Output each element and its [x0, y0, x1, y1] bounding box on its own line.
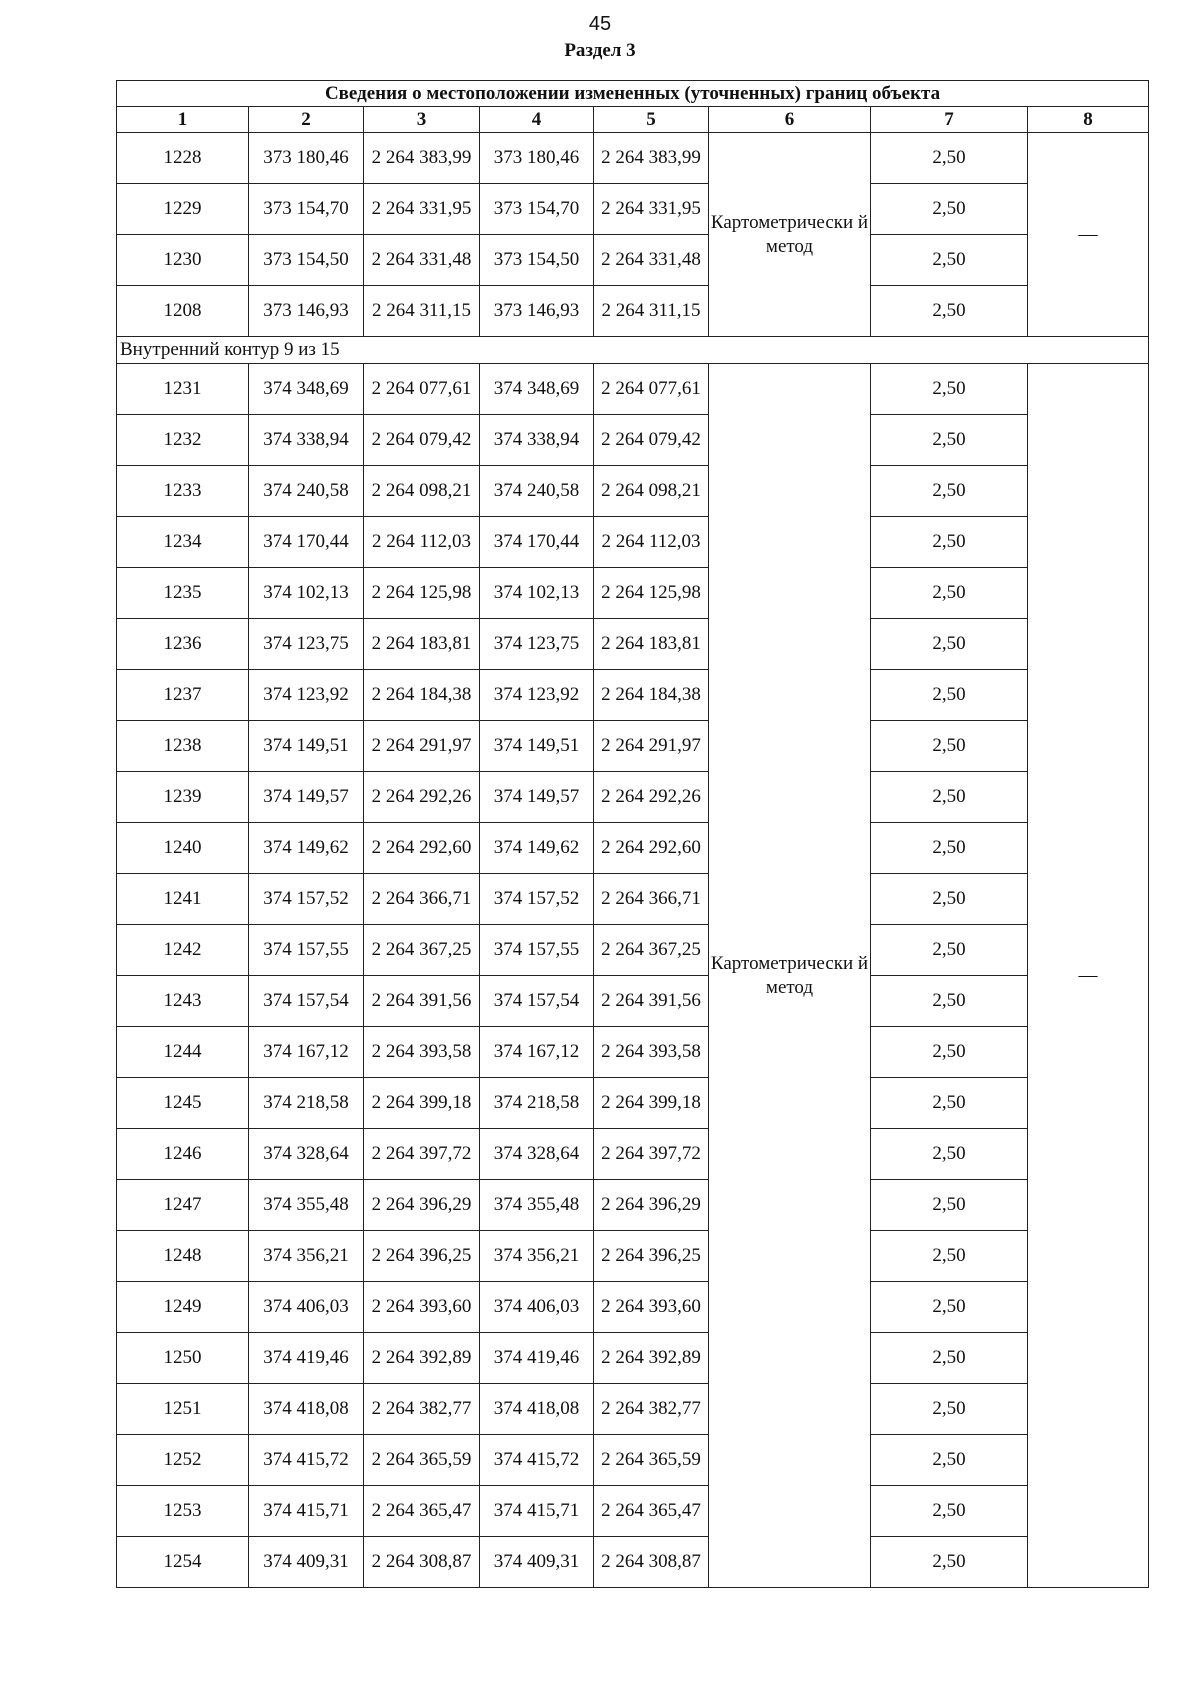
new-y: 2 264 399,18	[594, 1078, 709, 1129]
new-x: 374 328,64	[480, 1129, 594, 1180]
new-y: 2 264 392,89	[594, 1333, 709, 1384]
contour-label-row	[117, 337, 1149, 364]
point-number: 1239	[117, 772, 249, 823]
existing-x: 374 415,71	[249, 1486, 364, 1537]
table-row	[117, 1486, 1149, 1537]
accuracy-value: 2,50	[871, 1078, 1028, 1129]
new-x: 374 355,48	[480, 1180, 594, 1231]
new-x: 374 157,55	[480, 925, 594, 976]
existing-x: 374 348,69	[249, 364, 364, 415]
table-row	[117, 1027, 1149, 1078]
existing-y: 2 264 396,29	[364, 1180, 480, 1231]
existing-y: 2 264 383,99	[364, 133, 480, 184]
new-y: 2 264 292,26	[594, 772, 709, 823]
new-y: 2 264 291,97	[594, 721, 709, 772]
column-number: 7	[871, 107, 1028, 133]
point-number: 1251	[117, 1384, 249, 1435]
accuracy-value: 2,50	[871, 1180, 1028, 1231]
new-y: 2 264 397,72	[594, 1129, 709, 1180]
point-number: 1244	[117, 1027, 249, 1078]
existing-y: 2 264 184,38	[364, 670, 480, 721]
table-row	[117, 1231, 1149, 1282]
table-row	[117, 415, 1149, 466]
accuracy-value: 2,50	[871, 1333, 1028, 1384]
new-x: 374 415,71	[480, 1486, 594, 1537]
existing-y: 2 264 291,97	[364, 721, 480, 772]
existing-y: 2 264 365,47	[364, 1486, 480, 1537]
point-number: 1231	[117, 364, 249, 415]
new-y: 2 264 308,87	[594, 1537, 709, 1588]
point-number: 1240	[117, 823, 249, 874]
column-number: 4	[480, 107, 594, 133]
point-number: 1247	[117, 1180, 249, 1231]
new-x: 374 419,46	[480, 1333, 594, 1384]
column-8-value: —	[1028, 364, 1149, 1588]
point-number: 1208	[117, 286, 249, 337]
new-y: 2 264 292,60	[594, 823, 709, 874]
existing-y: 2 264 399,18	[364, 1078, 480, 1129]
accuracy-value: 2,50	[871, 1486, 1028, 1537]
table-row	[117, 670, 1149, 721]
table-row	[117, 1435, 1149, 1486]
existing-y: 2 264 382,77	[364, 1384, 480, 1435]
accuracy-value: 2,50	[871, 517, 1028, 568]
table-row	[117, 1282, 1149, 1333]
existing-x: 374 415,72	[249, 1435, 364, 1486]
contour-label: Внутренний контур 9 из 15	[117, 337, 1149, 364]
existing-y: 2 264 077,61	[364, 364, 480, 415]
table-row	[117, 1180, 1149, 1231]
table-row	[117, 1078, 1149, 1129]
point-number: 1253	[117, 1486, 249, 1537]
existing-x: 374 418,08	[249, 1384, 364, 1435]
point-number: 1233	[117, 466, 249, 517]
table-row	[117, 823, 1149, 874]
new-x: 373 146,93	[480, 286, 594, 337]
new-x: 374 240,58	[480, 466, 594, 517]
accuracy-value: 2,50	[871, 1282, 1028, 1333]
existing-x: 374 149,51	[249, 721, 364, 772]
new-x: 374 409,31	[480, 1537, 594, 1588]
new-x: 374 157,52	[480, 874, 594, 925]
existing-y: 2 264 366,71	[364, 874, 480, 925]
new-x: 374 356,21	[480, 1231, 594, 1282]
new-y: 2 264 183,81	[594, 619, 709, 670]
existing-y: 2 264 112,03	[364, 517, 480, 568]
table-row	[117, 364, 1149, 415]
existing-y: 2 264 391,56	[364, 976, 480, 1027]
point-number: 1250	[117, 1333, 249, 1384]
point-number: 1245	[117, 1078, 249, 1129]
existing-y: 2 264 397,72	[364, 1129, 480, 1180]
existing-x: 374 123,92	[249, 670, 364, 721]
new-x: 373 180,46	[480, 133, 594, 184]
new-x: 374 149,57	[480, 772, 594, 823]
table-row	[117, 925, 1149, 976]
table-row	[117, 1384, 1149, 1435]
new-y: 2 264 184,38	[594, 670, 709, 721]
existing-x: 374 157,55	[249, 925, 364, 976]
new-y: 2 264 331,48	[594, 235, 709, 286]
section-title: Раздел 3	[564, 40, 636, 61]
existing-x: 374 102,13	[249, 568, 364, 619]
existing-x: 374 167,12	[249, 1027, 364, 1078]
new-y: 2 264 331,95	[594, 184, 709, 235]
accuracy-value: 2,50	[871, 976, 1028, 1027]
new-x: 374 170,44	[480, 517, 594, 568]
new-y: 2 264 393,58	[594, 1027, 709, 1078]
new-y: 2 264 365,59	[594, 1435, 709, 1486]
table-row	[117, 517, 1149, 568]
point-number: 1252	[117, 1435, 249, 1486]
accuracy-value: 2,50	[871, 184, 1028, 235]
table-row	[117, 568, 1149, 619]
accuracy-value: 2,50	[871, 1129, 1028, 1180]
accuracy-value: 2,50	[871, 670, 1028, 721]
table-row	[117, 721, 1149, 772]
existing-x: 373 146,93	[249, 286, 364, 337]
accuracy-value: 2,50	[871, 772, 1028, 823]
accuracy-value: 2,50	[871, 1435, 1028, 1486]
existing-x: 374 355,48	[249, 1180, 364, 1231]
column-8-value: —	[1028, 133, 1149, 337]
existing-y: 2 264 183,81	[364, 619, 480, 670]
existing-y: 2 264 393,60	[364, 1282, 480, 1333]
new-x: 374 406,03	[480, 1282, 594, 1333]
new-x: 374 218,58	[480, 1078, 594, 1129]
new-x: 373 154,70	[480, 184, 594, 235]
accuracy-value: 2,50	[871, 823, 1028, 874]
new-x: 374 348,69	[480, 364, 594, 415]
point-number: 1249	[117, 1282, 249, 1333]
new-y: 2 264 077,61	[594, 364, 709, 415]
point-number: 1237	[117, 670, 249, 721]
table-body	[117, 81, 1149, 1588]
accuracy-value: 2,50	[871, 721, 1028, 772]
new-y: 2 264 383,99	[594, 133, 709, 184]
new-x: 374 102,13	[480, 568, 594, 619]
existing-y: 2 264 098,21	[364, 466, 480, 517]
new-x: 373 154,50	[480, 235, 594, 286]
accuracy-value: 2,50	[871, 568, 1028, 619]
existing-x: 374 149,57	[249, 772, 364, 823]
accuracy-value: 2,50	[871, 1537, 1028, 1588]
new-y: 2 264 396,25	[594, 1231, 709, 1282]
existing-y: 2 264 308,87	[364, 1537, 480, 1588]
existing-y: 2 264 392,89	[364, 1333, 480, 1384]
existing-y: 2 264 393,58	[364, 1027, 480, 1078]
existing-x: 374 356,21	[249, 1231, 364, 1282]
page-number: 45	[588, 13, 612, 35]
table-row	[117, 184, 1149, 235]
point-number: 1238	[117, 721, 249, 772]
existing-y: 2 264 292,60	[364, 823, 480, 874]
existing-y: 2 264 292,26	[364, 772, 480, 823]
table-row	[117, 772, 1149, 823]
existing-x: 374 218,58	[249, 1078, 364, 1129]
table-row	[117, 466, 1149, 517]
new-y: 2 264 382,77	[594, 1384, 709, 1435]
existing-y: 2 264 125,98	[364, 568, 480, 619]
table-row	[117, 235, 1149, 286]
column-number: 6	[709, 107, 871, 133]
point-number: 1248	[117, 1231, 249, 1282]
accuracy-value: 2,50	[871, 466, 1028, 517]
column-number: 8	[1028, 107, 1149, 133]
existing-y: 2 264 365,59	[364, 1435, 480, 1486]
new-x: 374 157,54	[480, 976, 594, 1027]
new-y: 2 264 396,29	[594, 1180, 709, 1231]
table-row	[117, 874, 1149, 925]
new-y: 2 264 311,15	[594, 286, 709, 337]
new-x: 374 149,62	[480, 823, 594, 874]
existing-x: 373 154,50	[249, 235, 364, 286]
point-number: 1243	[117, 976, 249, 1027]
existing-x: 374 240,58	[249, 466, 364, 517]
new-y: 2 264 391,56	[594, 976, 709, 1027]
table-caption: Сведения о местоположении измененных (уточненных) границ объекта	[117, 81, 1149, 107]
accuracy-value: 2,50	[871, 925, 1028, 976]
point-number: 1229	[117, 184, 249, 235]
table-row	[117, 619, 1149, 670]
existing-x: 374 170,44	[249, 517, 364, 568]
existing-x: 374 123,75	[249, 619, 364, 670]
existing-x: 373 154,70	[249, 184, 364, 235]
existing-y: 2 264 367,25	[364, 925, 480, 976]
table-row	[117, 286, 1149, 337]
new-y: 2 264 365,47	[594, 1486, 709, 1537]
existing-y: 2 264 079,42	[364, 415, 480, 466]
new-x: 374 338,94	[480, 415, 594, 466]
new-y: 2 264 125,98	[594, 568, 709, 619]
new-y: 2 264 079,42	[594, 415, 709, 466]
existing-x: 373 180,46	[249, 133, 364, 184]
point-number: 1234	[117, 517, 249, 568]
existing-y: 2 264 396,25	[364, 1231, 480, 1282]
existing-x: 374 409,31	[249, 1537, 364, 1588]
accuracy-value: 2,50	[871, 133, 1028, 184]
table-row	[117, 1333, 1149, 1384]
new-x: 374 123,92	[480, 670, 594, 721]
new-x: 374 149,51	[480, 721, 594, 772]
column-number: 3	[364, 107, 480, 133]
existing-x: 374 338,94	[249, 415, 364, 466]
point-number: 1236	[117, 619, 249, 670]
new-x: 374 167,12	[480, 1027, 594, 1078]
point-number: 1254	[117, 1537, 249, 1588]
table-row	[117, 133, 1149, 184]
measurement-method: Картометрически й метод	[709, 133, 871, 337]
point-number: 1242	[117, 925, 249, 976]
existing-x: 374 328,64	[249, 1129, 364, 1180]
accuracy-value: 2,50	[871, 1027, 1028, 1078]
new-y: 2 264 098,21	[594, 466, 709, 517]
new-x: 374 123,75	[480, 619, 594, 670]
existing-x: 374 406,03	[249, 1282, 364, 1333]
accuracy-value: 2,50	[871, 619, 1028, 670]
accuracy-value: 2,50	[871, 364, 1028, 415]
existing-x: 374 157,52	[249, 874, 364, 925]
measurement-method: Картометрически й метод	[709, 364, 871, 1588]
point-number: 1230	[117, 235, 249, 286]
new-y: 2 264 393,60	[594, 1282, 709, 1333]
existing-x: 374 419,46	[249, 1333, 364, 1384]
accuracy-value: 2,50	[871, 235, 1028, 286]
column-number-row	[117, 107, 1149, 133]
column-number: 2	[249, 107, 364, 133]
accuracy-value: 2,50	[871, 415, 1028, 466]
point-number: 1241	[117, 874, 249, 925]
accuracy-value: 2,50	[871, 1231, 1028, 1282]
table-caption-row	[117, 81, 1149, 107]
column-number: 5	[594, 107, 709, 133]
table-row	[117, 976, 1149, 1027]
existing-y: 2 264 331,48	[364, 235, 480, 286]
existing-x: 374 149,62	[249, 823, 364, 874]
accuracy-value: 2,50	[871, 286, 1028, 337]
point-number: 1232	[117, 415, 249, 466]
column-number: 1	[117, 107, 249, 133]
new-y: 2 264 366,71	[594, 874, 709, 925]
new-y: 2 264 112,03	[594, 517, 709, 568]
point-number: 1235	[117, 568, 249, 619]
existing-x: 374 157,54	[249, 976, 364, 1027]
existing-y: 2 264 311,15	[364, 286, 480, 337]
accuracy-value: 2,50	[871, 1384, 1028, 1435]
table-row	[117, 1537, 1149, 1588]
new-x: 374 415,72	[480, 1435, 594, 1486]
existing-y: 2 264 331,95	[364, 184, 480, 235]
table-row	[117, 1129, 1149, 1180]
boundary-coordinates-table	[116, 80, 1149, 1588]
point-number: 1246	[117, 1129, 249, 1180]
accuracy-value: 2,50	[871, 874, 1028, 925]
point-number: 1228	[117, 133, 249, 184]
new-y: 2 264 367,25	[594, 925, 709, 976]
new-x: 374 418,08	[480, 1384, 594, 1435]
